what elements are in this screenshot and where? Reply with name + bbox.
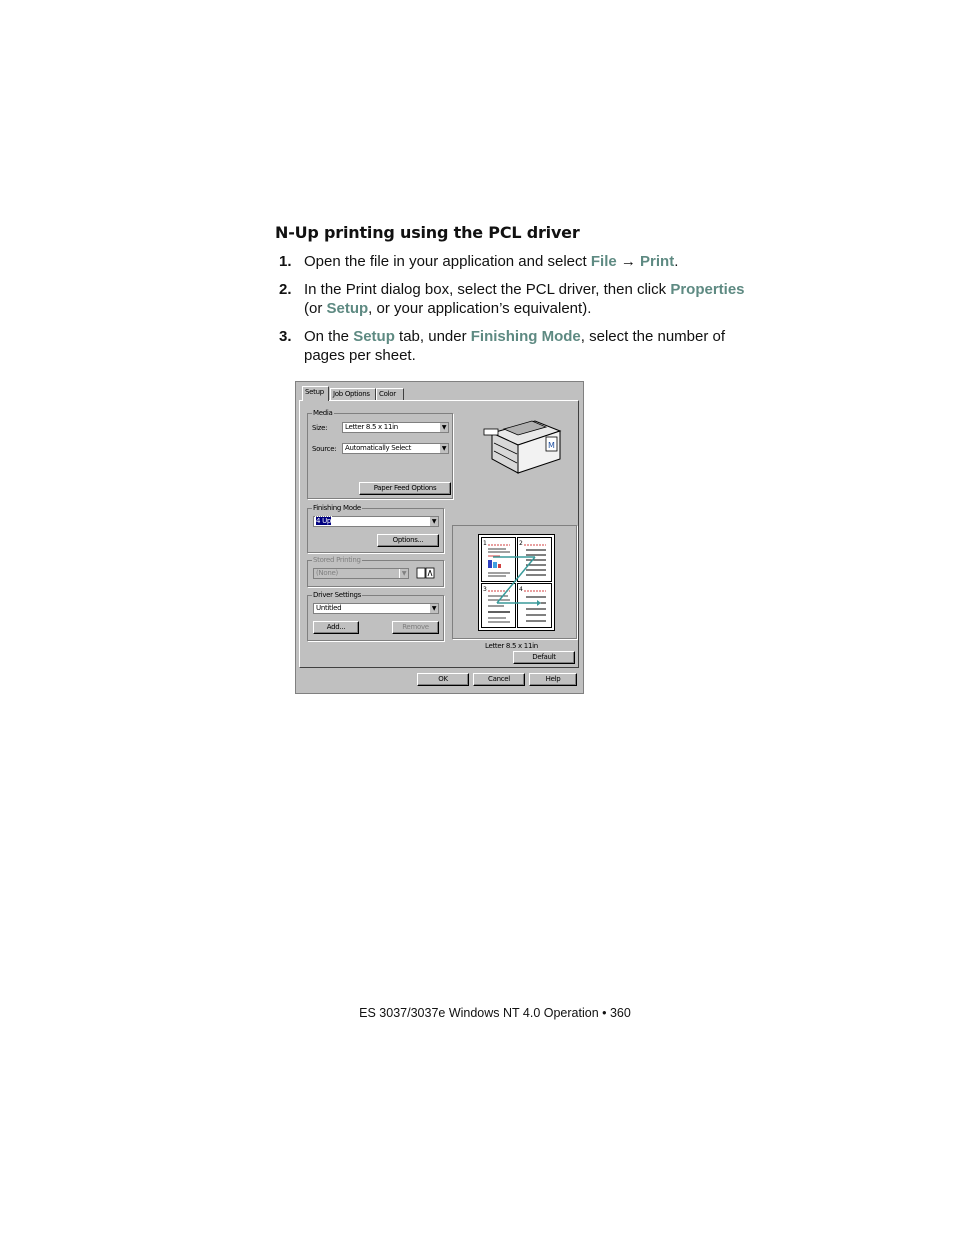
source-label: Source: <box>312 445 337 453</box>
step-text: , or your application’s equivalent). <box>368 300 592 317</box>
driver-settings-value: Untitled <box>316 604 342 612</box>
stored-printing-group <box>307 556 444 587</box>
media-group <box>307 409 453 499</box>
ok-button[interactable]: OK <box>417 673 469 686</box>
size-select[interactable] <box>342 422 449 433</box>
driver-settings-select[interactable] <box>313 603 439 614</box>
step-text: . <box>674 253 679 270</box>
remove-button[interactable]: Remove <box>392 621 439 634</box>
tab-job-options[interactable]: Job Options <box>330 388 376 400</box>
finishing-mode-group <box>307 504 444 553</box>
chevron-down-icon[interactable]: ▼ <box>439 423 448 432</box>
size-label: Size: <box>312 424 328 432</box>
options-button[interactable]: Options... <box>377 534 439 547</box>
stored-printing-label: Stored Printing <box>313 556 361 564</box>
printer-properties-dialog <box>295 381 584 694</box>
step-text: → <box>616 253 641 270</box>
stored-printing-value: (None) <box>316 569 338 577</box>
setup-tab-panel <box>299 400 579 668</box>
step-number: 1. <box>279 253 292 270</box>
step-number: 3. <box>279 328 292 345</box>
chevron-down-icon[interactable]: ▼ <box>429 604 438 613</box>
step-number: 2. <box>279 281 292 298</box>
page-number: 3 <box>483 586 487 593</box>
finishing-mode-value: 4 Up <box>316 517 332 525</box>
page-order-arrows-icon <box>479 535 554 630</box>
step-text: tab, under <box>394 328 471 345</box>
step-3 <box>275 327 745 365</box>
section-heading: N-Up printing using the PCL driver <box>275 223 580 242</box>
default-button[interactable]: Default <box>513 651 575 664</box>
size-value: Letter 8.5 x 11in <box>345 423 398 431</box>
page-footer: ES 3037/3037e Windows NT 4.0 Operation • 360 <box>359 1006 631 1020</box>
page-number: 2 <box>519 540 523 547</box>
step-1 <box>275 252 745 271</box>
help-button[interactable]: Help <box>529 673 577 686</box>
media-group-label: Media <box>313 409 333 417</box>
steps-list <box>275 252 745 374</box>
step-2 <box>275 280 745 318</box>
driver-settings-group <box>307 591 444 641</box>
page-number: 1 <box>483 540 487 547</box>
finishing-mode-label: Finishing Mode <box>313 504 361 512</box>
book-icon <box>416 566 436 580</box>
preview-sheet <box>478 534 555 631</box>
keyword-file: File <box>590 253 617 270</box>
preview-caption: Letter 8.5 x 11in <box>485 642 538 650</box>
step-text: On the <box>304 328 354 345</box>
step-text: , select the number of pages per sheet. <box>304 328 726 364</box>
chevron-down-icon[interactable]: ▼ <box>399 569 408 578</box>
page-number: 4 <box>519 586 523 593</box>
step-text: In the Print dialog box, select the PCL driver, then click <box>304 281 671 298</box>
finishing-mode-select[interactable] <box>313 516 439 527</box>
step-text: Open the file in your application and select <box>304 253 591 270</box>
keyword-finishing-mode: Finishing Mode <box>470 328 581 345</box>
tab-setup[interactable]: Setup <box>302 386 329 401</box>
printer-icon <box>480 411 570 476</box>
keyword-setup: Setup <box>326 300 369 317</box>
cancel-button[interactable]: Cancel <box>473 673 525 686</box>
source-select[interactable] <box>342 443 449 454</box>
svg-text:M: M <box>548 441 555 450</box>
step-text: (or <box>304 300 327 317</box>
keyword-setup: Setup <box>353 328 395 345</box>
paper-feed-options-button[interactable]: Paper Feed Options <box>359 482 451 495</box>
add-button[interactable]: Add... <box>313 621 359 634</box>
layout-preview <box>452 525 577 639</box>
tab-color[interactable]: Color <box>376 388 404 400</box>
source-value: Automatically Select <box>345 444 412 452</box>
keyword-print: Print <box>640 253 675 270</box>
stored-printing-select[interactable] <box>313 568 409 579</box>
driver-settings-label: Driver Settings <box>313 591 361 599</box>
chevron-down-icon[interactable]: ▼ <box>439 444 448 453</box>
chevron-down-icon[interactable]: ▼ <box>429 517 438 526</box>
keyword-properties: Properties <box>670 281 745 298</box>
